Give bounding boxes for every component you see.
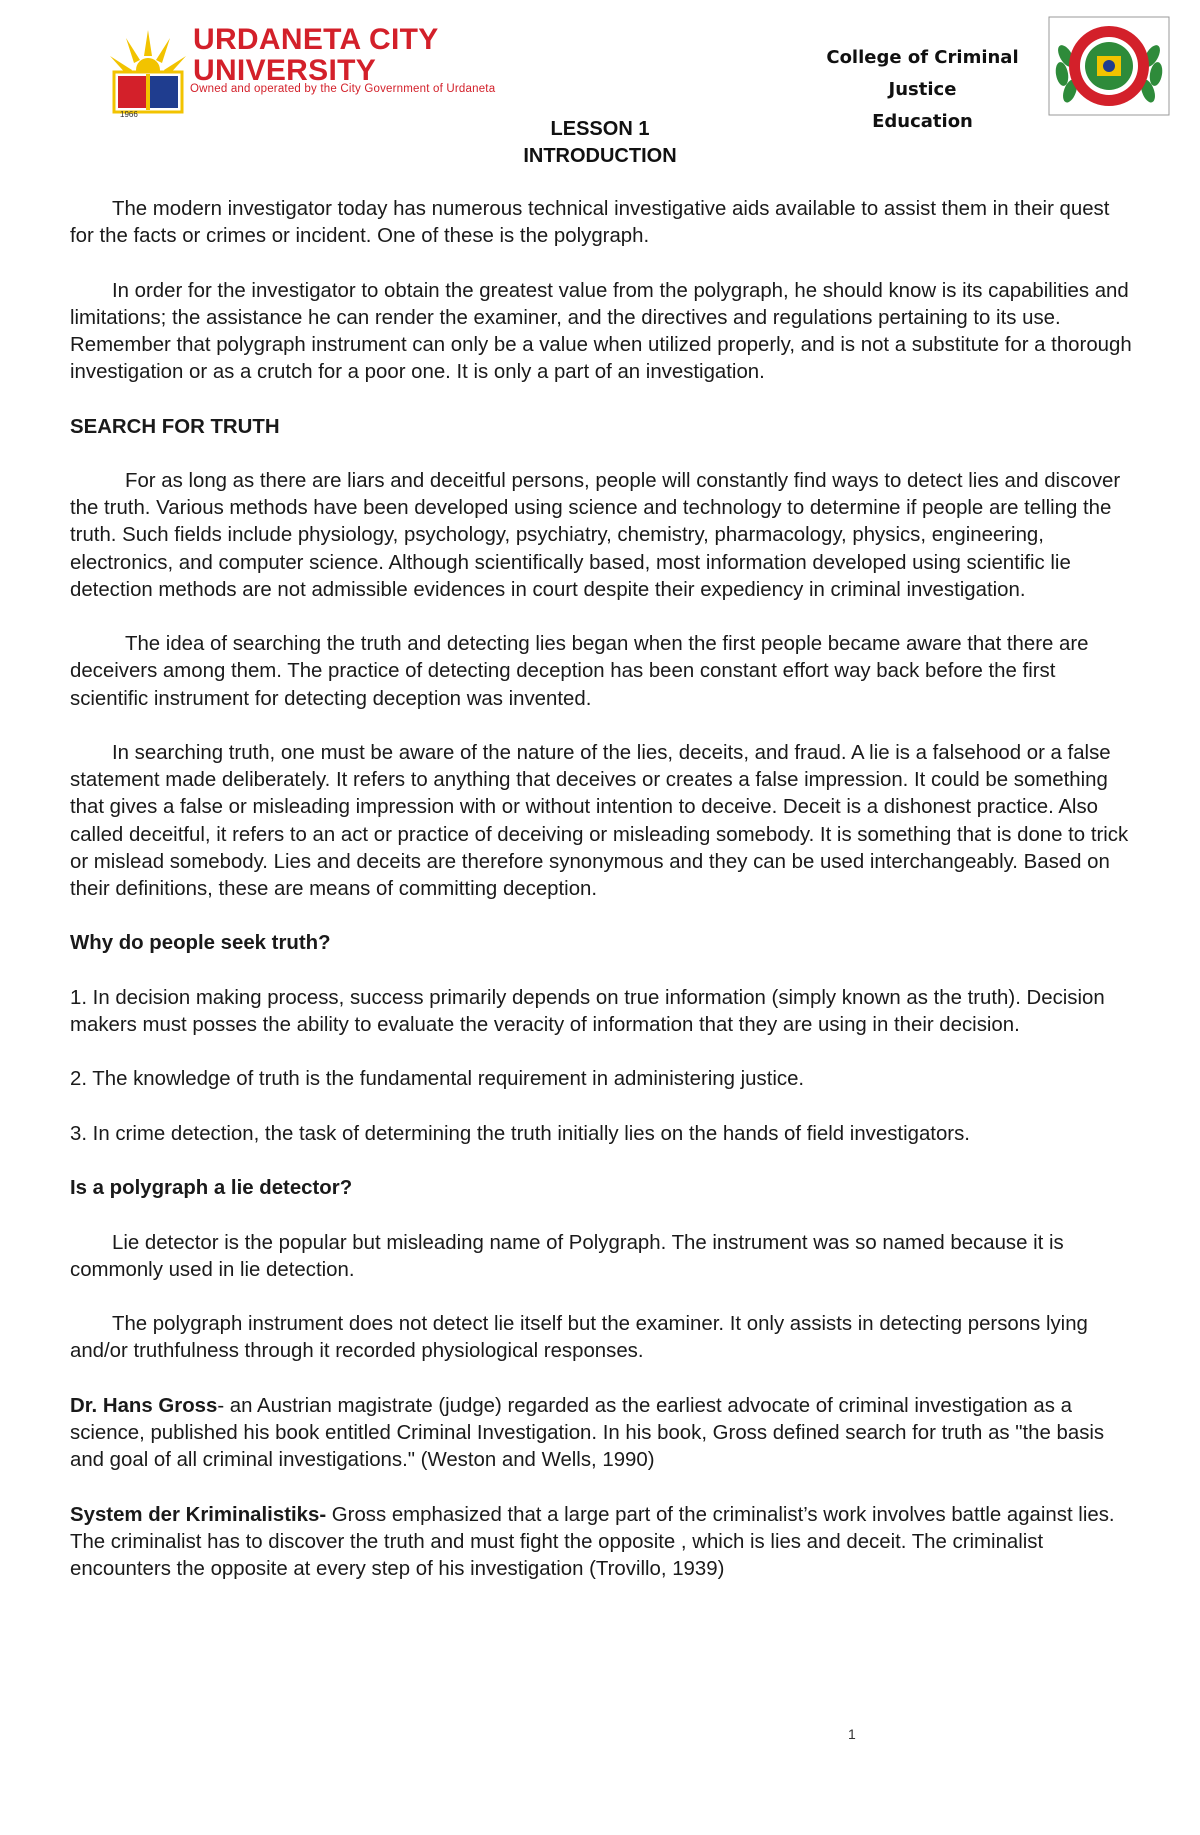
why-item-3: 3. In crime detection, the task of determining the truth initially lies on the hands of field investigators. — [70, 1122, 970, 1145]
university-name-line2: UNIVERSITY — [193, 54, 377, 87]
polygraph-paragraph-1: Lie detector is the popular but misleading name of Polygraph. The instrument was so named because it is commonly used in lie detection. — [70, 1231, 1064, 1281]
system-der-kriminalistiks-term: System der Kriminalistiks- — [70, 1503, 327, 1526]
founded-year: 1966 — [120, 110, 138, 119]
page-number: 1 — [848, 1726, 856, 1742]
intro-paragraph-1: The modern investigator today has numerous technical investigative aids available to assist them in their quest for the facts or crimes or incident. One of these is the polygraph. — [70, 198, 1110, 248]
search-paragraph-3: In searching truth, one must be aware of the nature of the lies, deceits, and fraud. A lie is a falsehood or a false statement made deliberately. It refers to anything that deceives or creates a false impression. It could be something that gives a false or misleading impression with or without intention to deceive. Deceit is a dishonest practice. Also called deceitful, it refers to an act or practice of deceiving or misleading somebody. It is something that is done to trick or mislead somebody. Lies and deceits are therefore synonymous and they can be used interchangeably. Based on their definitions, these are means of committing deception. — [70, 741, 1129, 900]
university-logo-icon — [100, 26, 196, 122]
hans-gross-paragraph — [70, 1393, 1135, 1475]
why-item-2: 2. The knowledge of truth is the fundamental requirement in administering justice. — [70, 1068, 805, 1091]
polygraph-paragraph-2: The polygraph instrument does not detect lie itself but the examiner. It only assists in detecting persons lying and/or truthfulness through it recorded physiological responses. — [70, 1313, 1088, 1363]
polygraph-heading: Is a polygraph a lie detector? — [70, 1177, 353, 1200]
search-paragraph-2: The idea of searching the truth and detecting lies began when the first people became aware that there are deceivers among them. The practice of detecting deception has been constant effort way back before the first scientific instrument for detecting deception was invented. — [70, 633, 1089, 710]
college-name-line2: Education — [872, 111, 973, 132]
university-tagline: Owned and operated by the City Government of Urdaneta — [190, 83, 496, 95]
search-for-truth-heading: SEARCH FOR TRUTH — [70, 415, 280, 438]
lesson-title: INTRODUCTION — [523, 145, 677, 167]
intro-paragraph-2: In order for the investigator to obtain the greatest value from the polygraph, he should know is its capabilities and limitations; the assistance he can render the examiner, and the directives and regulations pertaining to its use. Remember that polygraph instrument can only be a value when utilized properly, and is not a substitute for a thorough investigation or as a crutch for a poor one. It is only a part of an investigation. — [70, 279, 1132, 384]
why-item-1: 1. In decision making process, success primarily depends on true information (simply known as the truth). Decision makers must posses the ability to evaluate the veracity of information that they are using in their decision. — [70, 986, 1105, 1036]
system-der-kriminalistiks-definition: Gross emphasized that a large part of the criminalist’s work involves battle against lies. The criminalist has to discover the truth and must fight the opposite , which is lies and deceit. The criminalist encounters the opposite at every step of his investigation (Trovillo, 1939) — [70, 1503, 1115, 1580]
search-paragraph-1: For as long as there are liars and deceitful persons, people will constantly find ways to detect lies and discover the truth. Various methods have been developed using science and technology to determine if people are telling the truth. Such fields include physiology, psychology, psychiatry, chemistry, pharmacology, physics, engineering, electronics, and computer science. Although scientifically based, most information developed using scientific lie detection methods are not admissible evidences in court despite their expediency in criminal investigation. — [70, 469, 1121, 601]
why-seek-truth-heading: Why do people seek truth? — [70, 932, 331, 955]
hans-gross-term: Dr. Hans Gross — [70, 1394, 218, 1417]
system-der-kriminalistiks-paragraph — [70, 1502, 1135, 1584]
college-seal-icon — [1048, 16, 1170, 116]
college-name-line1: College of Criminal Justice — [826, 47, 1019, 100]
university-name-line1: URDANETA CITY — [193, 23, 439, 56]
hans-gross-definition: - an Austrian magistrate (judge) regarded as the earliest advocate of criminal investigation as a science, published his book entitled Criminal Investigation. In his book, Gross defined search for truth as "the basis and goal of all criminal investigations." (Weston and Wells, 1990) — [70, 1394, 1105, 1472]
university-name — [193, 24, 439, 86]
lesson-number: LESSON 1 — [550, 118, 650, 140]
lesson-body — [70, 196, 1135, 1610]
